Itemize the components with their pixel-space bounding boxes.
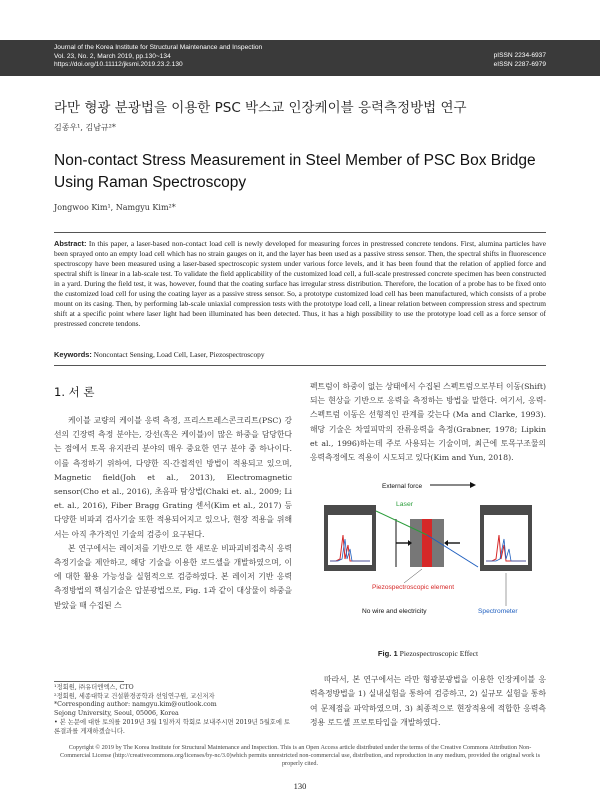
- body-paragraph: 따라서, 본 연구에서는 라만 형광분광법을 이용한 인장케이블 응력측정방법을 1) 실내실험을 통하여 검증하고, 2) 실규모 실험을 통하여 문제점을 파악하였으며, 3) 최종적으로 현장적용에 적합한 응력측정용 로드셀 프로토타입을 개발하였다.: [310, 675, 546, 727]
- pissn: pISSN 2234-6937: [493, 52, 546, 59]
- figure-caption: [310, 649, 546, 658]
- abstract-bottom-rule: [54, 365, 546, 366]
- keywords-text: Noncontact Sensing, Load Cell, Laser, Piezospectroscopy: [93, 350, 265, 359]
- no-wire-label: No wire and electricity: [362, 608, 427, 616]
- figure-caption-label: Fig. 1: [377, 649, 398, 659]
- keywords: [54, 350, 546, 359]
- specimen-element: [396, 519, 460, 567]
- journal-volume: Vol. 23, No. 2, March 2019, pp.130~134: [54, 52, 171, 60]
- force-arrowhead: [470, 482, 476, 488]
- piezospectroscopic-diagram: [310, 475, 546, 643]
- footnote: Sejong University, Seoul, 05006, Korea: [54, 710, 179, 718]
- abstract-text: In this paper, a laser-based non-contact load cell is newly developed for measuring forces in prestressed concrete tendons. First, alumina particles have been sprayed onto an empty load cell which has no strain gauges on it, and the layer has been used as a passive stress sensor. Then, the spectral shifts in fluorescence spectroscopy have been measured using a laser-based spectroscopic system under various force levels, and it has been found that the relation of applied force and spectral shift is linear in a lab-scale test. To validate the field applicability of the customized load cell, a full-scale prestressed concrete specimen has been constructed in a yard. During the field test, it was, however, found that the coating surface has irregular stress distribution. Therefore, the location of a probe has to be fixed onto the customized load cell for using the coating layer as a passive stress sensor. So, a prototype customized load cell has been manufactured, which consists of a probe mount on its casing. Then, by performing lab-scale uniaxial compression tests with the prototype load cell, a linear relation between compression stress and spectrum shift at a specific point where laser light had been illuminated has been detected. Thus, it has a high possibility to use the prototype load cell as a force sensor of prestressed concrete tendons.: [54, 239, 546, 328]
- element-leader-line: [404, 569, 422, 583]
- unloaded-spectrum-panel: [324, 505, 376, 571]
- section-heading: 1. 서 론: [54, 385, 95, 399]
- laser-label: Laser: [396, 501, 414, 509]
- footnotes: [54, 684, 294, 736]
- keywords-label: Keywords:: [54, 350, 92, 359]
- abstract-top-rule: [54, 232, 546, 233]
- journal-name: Journal of the Korea Institute for Structural Maintenance and Inspection: [54, 44, 263, 51]
- korean-authors: 김종우¹, 김남규²*: [54, 123, 116, 132]
- page-number: 130: [293, 781, 307, 791]
- abstract-label: Abstract:: [54, 239, 87, 248]
- element-right-plate: [432, 519, 444, 567]
- external-force-label: External force: [382, 483, 423, 491]
- body-paragraph: 케이블 교량의 케이블 응력 측정, 프리스트레스콘크리트(PSC) 강선의 긴장력 측정 분야는, 강선(혹은 케이블)이 많은 하중을 담당한다는 점에서 토목 유지관리 분야의 매우 중요한 연구 분야 중 하나이다. 이를 측정하기 위하여, 다양한 직·간접적인 방법이 적용되고 있으며, Magnetic field(Joh et al., 2013), Electromagnetic sensor(Cho et al., 2016), 초음파 탐상법(Chaki et. al., 2009; Li et. al., 2016), Fiber Bragg Grating 센서(Kim et al., 2017) 등 다양한 비파괴 검사기술 또한 적용되어지고 있으나, 현장 적용을 위해서는 아직 추가적인 기술의 검증이 요구된다.: [54, 416, 292, 539]
- body-paragraph: 펙트럼이 하중이 없는 상태에서 수집된 스펙트럼으로부터 이동(Shift)되는 현상을 기반으로 응력을 측정하는 방법을 말한다. 여기서, 응력-스펙트럼 이동은 선형적인 관계를 갖는다 (Ma and Clarke, 1993). 해당 기술은 차열피막의 잔류응력을 측정(Grabner, 1978; Lipkin et al., 1996)하는데 주로 사용되는 기술이며, 최근에 토목구조물의 응력측정에도 적용이 시도되고 있다(Kim and Yun, 2018).: [310, 382, 546, 463]
- journal-doi[interactable]: https://doi.org/10.11112/jksmi.2019.23.2.130: [54, 61, 183, 69]
- journal-info: [54, 44, 262, 70]
- abstract: [54, 239, 546, 329]
- corresponding-author: *Corresponding author: namgyu.kim@outlook.com: [54, 701, 217, 709]
- eissn: eISSN 2287-6979: [493, 60, 546, 68]
- right-push-arrowhead: [444, 540, 448, 546]
- footnote: ¹정회원, ㈜유더엔엑스, CTO: [54, 684, 134, 691]
- footnote: • 본 논문에 대한 토의를 2019년 3월 1일까지 학회로 보내주시면 2019년 5월호에 토론결과를 게재하겠습니다.: [54, 718, 291, 735]
- journal-banner: [0, 40, 600, 76]
- left-column: [54, 380, 292, 613]
- right-column: [310, 380, 546, 730]
- footnote: ²정회원, 세종대학교 건설환경공학과 선임연구원, 교신저자: [54, 692, 215, 700]
- figure-caption-text: Piezospectroscopic Effect: [399, 649, 479, 659]
- spectrometer-label: Spectrometer: [478, 608, 518, 616]
- element-label: Piezospectroscopic element: [372, 584, 455, 592]
- issn-info: [494, 52, 546, 69]
- english-title: Non-contact Stress Measurement in Steel Member of PSC Box Bridge Using Raman Spectroscopy: [54, 152, 536, 191]
- copyright-notice: Copyright © 2019 by The Korea Institute for Structural Maintenance and Inspection. This is an Open Access article distributed under the terms of the Creative Commons Attribution Non-Commercial License (http://creativecommons.org/licenses/by-nc/3.0)which permits unrestricted non-commercial use, distribution, and reproduction in any medium, provided the original work is properly cited.: [60, 744, 540, 768]
- english-authors: Jongwoo Kim¹, Namgyu Kim²*: [54, 203, 176, 212]
- korean-title: 라만 형광 분광법을 이용한 PSC 박스교 인장케이블 응력측정방법 연구: [54, 100, 467, 116]
- loaded-spectrum-panel: [480, 505, 532, 571]
- figure-1: [310, 475, 546, 659]
- footnote-rule: [54, 681, 124, 682]
- piezo-layer: [422, 519, 432, 567]
- body-paragraph: 본 연구에서는 레이저를 기반으로 한 새로운 비파괴비접촉식 응력측정기술을 제안하고, 해당 기술을 이용한 로드셀을 개발하였으며, 이에 대한 활용 가능성을 실험적으로 검증하였다. 본 레이저 기반 응력 측정방법의 핵심기술은 압분광법으로, Fig. 1과 같이 대상물이 하중을 받았을 때 수집된 스: [54, 543, 292, 610]
